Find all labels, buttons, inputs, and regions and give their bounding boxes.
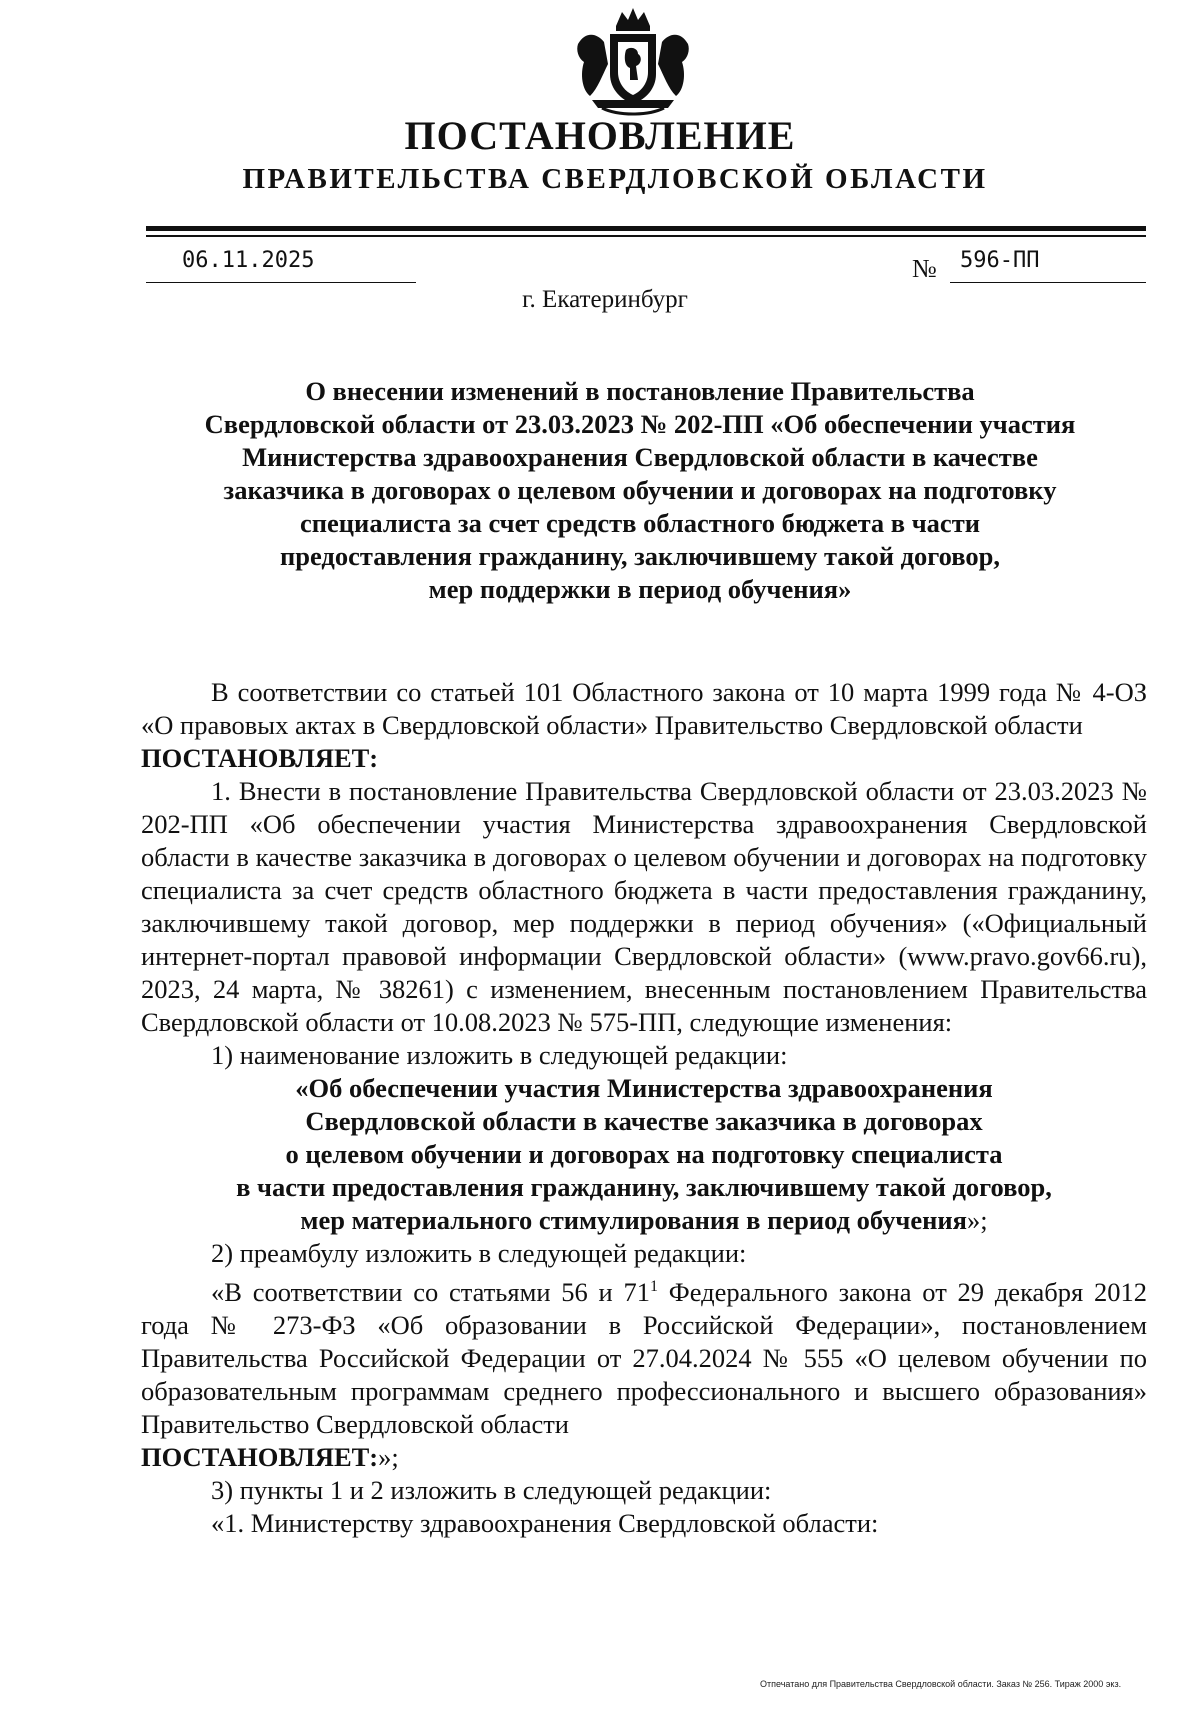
new-title-last-line <box>141 1204 1147 1237</box>
article-superscript: 1 <box>650 1278 659 1295</box>
new-title-end: »; <box>966 1205 988 1235</box>
heading-line: специалиста за счет средств областного бюджета в части <box>300 508 980 538</box>
subitem-3-point-1: «1. Министерству здравоохранения Свердловской области: <box>211 1507 879 1538</box>
heading-line: предоставления гражданину, заключившему такой договор, <box>280 541 1000 571</box>
item-1-paragraph: 1. Внести в постановление Правительства Свердловской области от 23.03.2023 № 202-ПП «Об обеспечении участия Министерства здравоохранения Свердловской области в качестве заказчика в договорах о целевом обучении и договорах на подготовку специалиста за счет средств областного бюджета в части предоставления гражданину, заключившему такой договор, мер поддержки в период обучения» («Официальный интернет-портал правовой информации Свердловской области» (www.pravo.gov66.ru), 2023, 24 марта, № 38261) с изменением, внесенным постановлением Правительства Свердловской области от 10.08.2023 № 575-ПП, следующие изменения: <box>141 776 1147 1037</box>
new-title-line: в части предоставления гражданину, заключившему такой договор, <box>236 1172 1052 1202</box>
new-title-line: о целевом обучении и договорах на подготовку специалиста <box>285 1139 1003 1169</box>
new-title-line: «Об обеспечении участия Министерства здравоохранения <box>295 1073 993 1103</box>
document-heading <box>160 375 1120 606</box>
new-preamble-start: «В соответствии со статьями 56 и 71 <box>211 1276 651 1307</box>
preamble-paragraph: В соответствии со статьей 101 Областного закона от 10 марта 1999 года № 4-ОЗ «О правовых актах в Свердловской области» Правительство Свердловской области <box>141 677 1147 740</box>
date-underline <box>146 282 416 283</box>
document-body <box>141 676 1147 1540</box>
number-label: № <box>912 254 937 283</box>
page-subtitle: ПРАВИТЕЛЬСТВА СВЕРДЛОВСКОЙ ОБЛАСТИ <box>242 163 988 195</box>
new-title-line: мер материального стимулирования в период обучения <box>300 1205 967 1235</box>
decree-word: ПОСТАНОВЛЯЕТ: <box>141 743 379 773</box>
new-preamble-paragraph <box>141 1270 1147 1441</box>
heading-line: Свердловской области от 23.03.2023 № 202-ПП «Об обеспечении участия <box>204 409 1076 439</box>
new-title-line: Свердловской области в качестве заказчика в договорах <box>305 1106 983 1136</box>
document-city: г. Екатеринбург <box>522 286 688 313</box>
heading-line: Министерства здравоохранения Свердловской области в качестве <box>242 442 1038 472</box>
print-imprint: Отпечатано для Правительства Свердловской области. Заказ № 256. Тираж 2000 экз. <box>760 1679 1122 1689</box>
decree-word-2-end: »; <box>378 1441 399 1472</box>
heading-line: мер поддержки в период обучения» <box>428 574 852 604</box>
new-title-block <box>141 1072 1147 1237</box>
document-number: 596-ПП <box>960 248 1040 273</box>
heading-line: заказчика в договорах о целевом обучении и договорах на подготовку <box>223 475 1057 505</box>
header-divider-thin <box>146 235 1146 237</box>
page-title: ПОСТАНОВЛЕНИЕ <box>404 113 796 158</box>
decree-word-2: ПОСТАНОВЛЯЕТ: <box>141 1441 379 1472</box>
coat-of-arms-icon <box>568 4 698 120</box>
subitem-2: 2) преамбулу изложить в следующей редакции: <box>211 1238 747 1268</box>
decree-word-2-line <box>141 1441 1147 1474</box>
heading-line: О внесении изменений в постановление Правительства <box>305 376 975 406</box>
subitem-1: 1) наименование изложить в следующей редакции: <box>211 1040 788 1070</box>
document-date: 06.11.2025 <box>182 248 315 273</box>
header-divider-thick <box>146 226 1146 231</box>
subitem-3: 3) пункты 1 и 2 изложить в следующей редакции: <box>211 1474 772 1505</box>
number-underline <box>950 282 1146 283</box>
new-preamble-rest: Федерального закона от 29 декабря 2012 года № 273-ФЗ «Об образовании в Российской Федерации», постановлением Правительства Российской Федерации от 27.04.2024 № 555 «О целевом обучении по образовательным программам среднего профессионального и высшего образования» Правительство Свердловской области <box>141 1276 1147 1439</box>
